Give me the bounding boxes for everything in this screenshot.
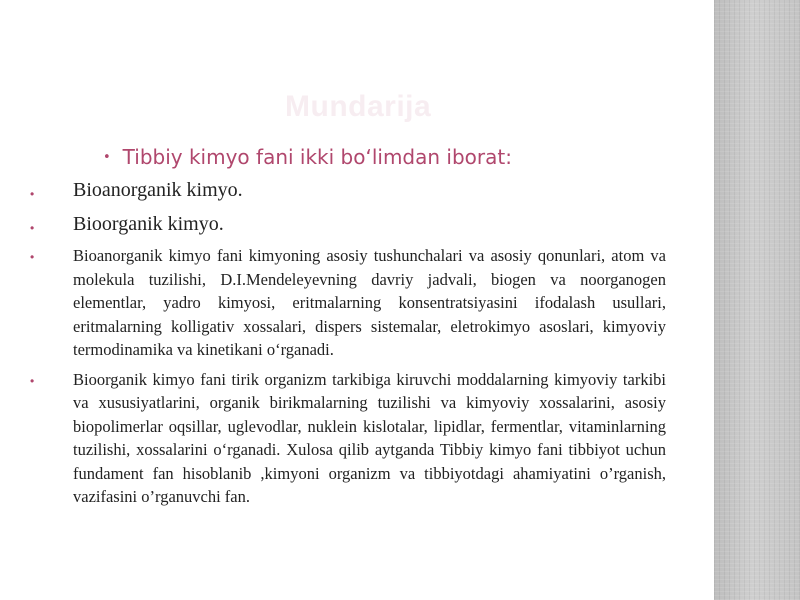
bullet-list [26, 176, 666, 515]
bullet-icon: • [30, 221, 35, 235]
list-item [26, 368, 666, 509]
slide-title: Mundarija [285, 90, 432, 123]
bullet-icon: • [30, 373, 35, 388]
list-item-text: Bioanorganik kimyo fani kimyoning asosiy tushunchalari va asosiy qonunlari, atom va molekula tuzilishi, D.I.Mendeleyevning davriy jadvali, biogen va noorganogen elementlar, yadro kimyosi, eritmalarning konsentratsiyasini ifodalash usullari, eritmalarning kolligativ xossalari, dispers sistemalar, eletrokimyo asoslari, kimyoviy termodinamika va kinetikani o‘rganadi. [73, 246, 666, 359]
bullet-icon: • [30, 250, 35, 264]
list-item [26, 244, 666, 362]
bullet-icon: • [103, 150, 111, 165]
subheading [103, 145, 512, 169]
list-item-text: Bioorganik kimyo. [73, 213, 224, 235]
list-item [26, 176, 666, 204]
list-item [26, 210, 666, 238]
list-item-text: Bioorganik kimyo fani tirik organizm tarkibiga kiruvchi moddalarning kimyoviy tarkibi va xususiyatlarini, organik birikmalarning tuzilishi va kimyoviy xossalarini, asosiy biopolimerlar oqsillar, uglevodlar, nuklein kislotalar, lipidlar, fermentlar, vitaminlarning tuzilishi, xossalarini o‘rganadi. Xulosa qilib aytganda Tibbiy kimyo fani tibbiyot uchun fundament fan hisoblanib ,kimyoni organizm va tibbiyotdagi ahamiyatini o’rganish, vazifasini o’rganuvchi fan. [73, 369, 666, 506]
list-item-text: Bioanorganik kimyo. [73, 179, 243, 201]
bullet-icon: • [30, 187, 35, 201]
subheading-text: Tibbiy kimyo fani ikki bo‘limdan iborat: [122, 145, 512, 169]
decorative-sidebar [714, 0, 800, 600]
